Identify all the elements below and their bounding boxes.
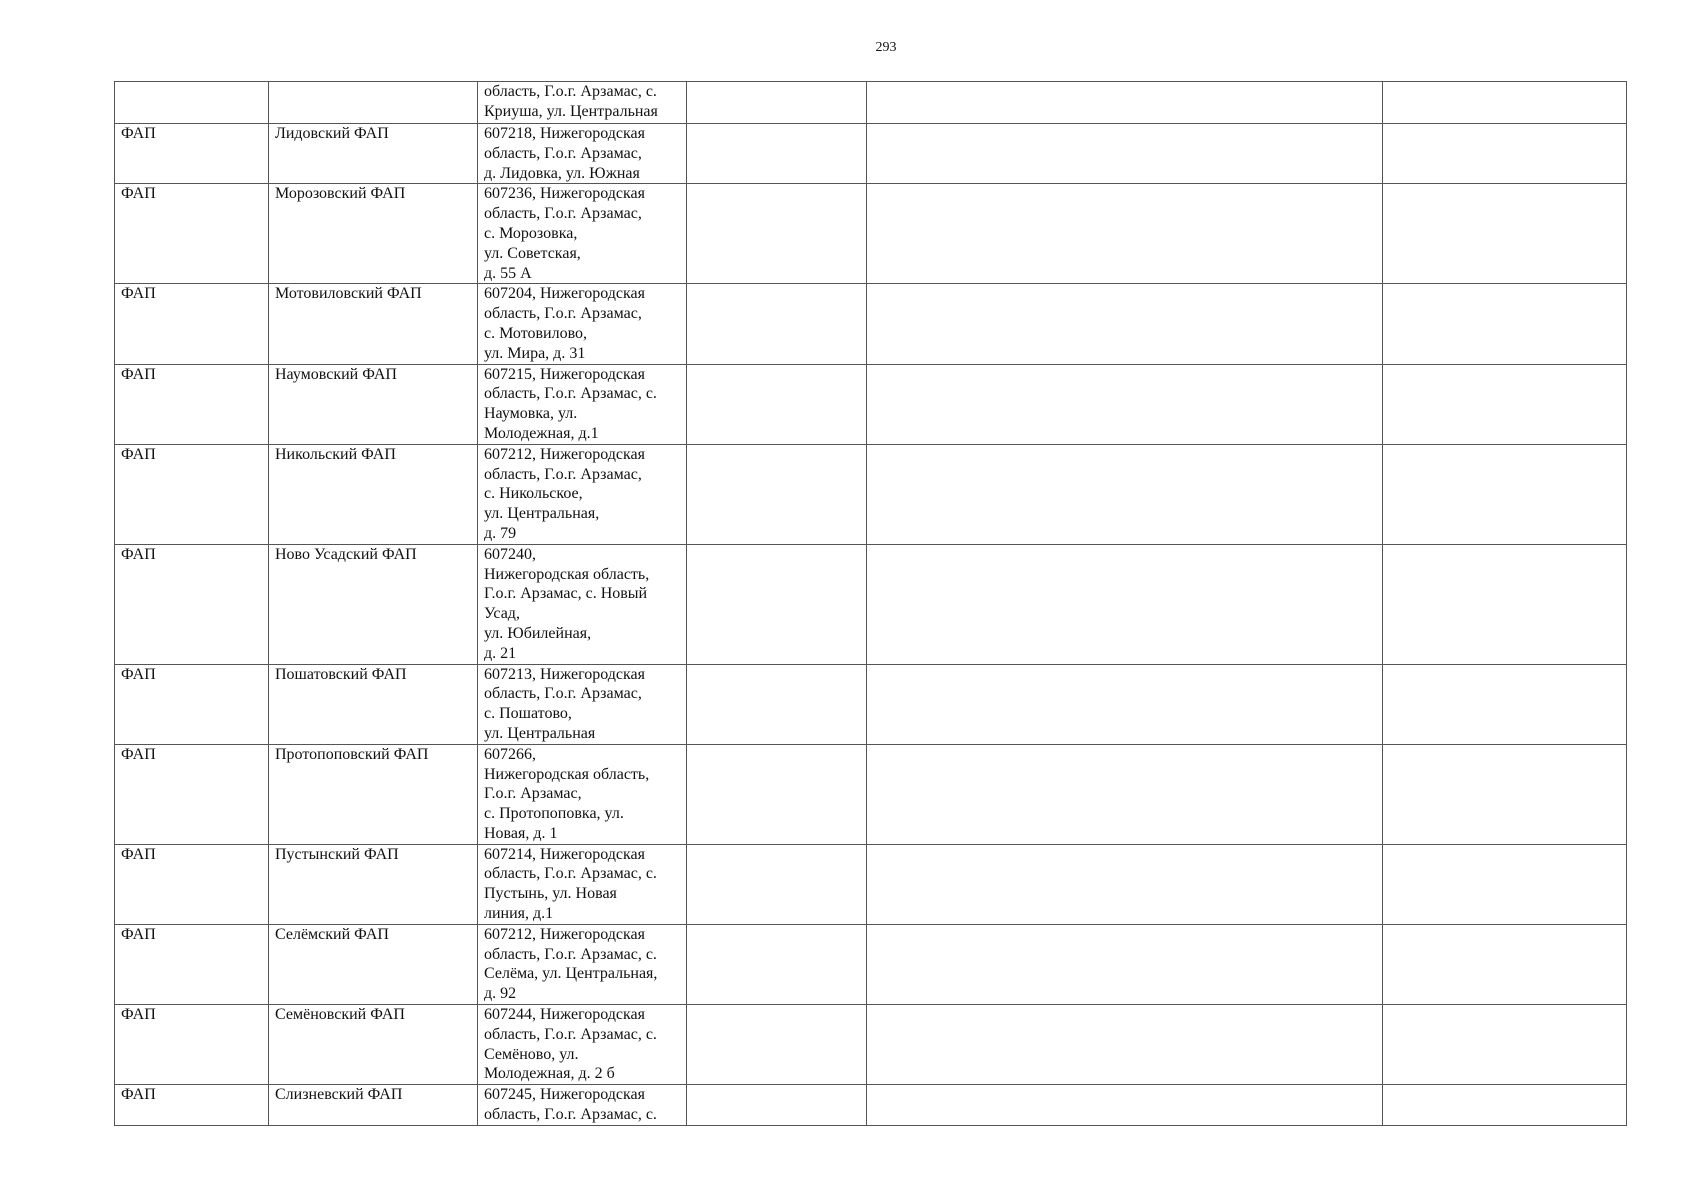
address-line: д. 92	[484, 985, 517, 1003]
empty-cell-6	[1383, 544, 1627, 664]
table-body	[115, 82, 1627, 1126]
facility-name-cell: Ново Усадский ФАП	[269, 544, 478, 664]
table-row	[115, 544, 1627, 664]
address-line: с. Никольское,	[484, 485, 583, 503]
address-line: с. Пошатово,	[484, 705, 572, 723]
address-line: Молодежная, д. 2 б	[484, 1065, 615, 1083]
empty-cell-5	[867, 1085, 1383, 1126]
address-line: ул. Центральная,	[484, 505, 600, 523]
address-line: 607240,	[484, 545, 536, 563]
address-line: с. Морозовка,	[484, 224, 578, 242]
facility-type-cell: ФАП	[115, 924, 269, 1004]
empty-cell-6	[1383, 364, 1627, 444]
address-line: 607245, Нижегородская	[484, 1086, 645, 1104]
facility-name-cell: Пошатовский ФАП	[269, 664, 478, 744]
empty-cell-5	[867, 124, 1383, 184]
address-line: область, Г.о.г. Арзамас,	[484, 305, 642, 323]
address-line: ул. Советская,	[484, 244, 581, 262]
facility-type-cell: ФАП	[115, 124, 269, 184]
address-line: линия, д.1	[484, 905, 554, 923]
empty-cell-4	[687, 284, 867, 364]
facility-type-cell: ФАП	[115, 284, 269, 364]
empty-cell-5	[867, 82, 1383, 124]
address-line: 607204, Нижегородская	[484, 285, 645, 303]
address-line: область, Г.о.г. Арзамас,	[484, 205, 642, 223]
facility-name-cell	[269, 82, 478, 124]
table-row	[115, 124, 1627, 184]
facility-address-cell	[478, 844, 687, 924]
table-row	[115, 1085, 1627, 1126]
address-line: область, Г.о.г. Арзамас,	[484, 685, 642, 703]
empty-cell-5	[867, 1005, 1383, 1085]
empty-cell-4	[687, 1085, 867, 1126]
address-line: Новая, д. 1	[484, 824, 558, 842]
page-number: 293	[875, 40, 897, 55]
address-line: д. 79	[484, 524, 517, 542]
table-row	[115, 444, 1627, 544]
address-line: Усад,	[484, 605, 520, 623]
empty-cell-6	[1383, 844, 1627, 924]
facility-type-cell: ФАП	[115, 1085, 269, 1126]
empty-cell-5	[867, 364, 1383, 444]
empty-cell-4	[687, 844, 867, 924]
address-line: область, Г.о.г. Арзамас, с.	[484, 1106, 657, 1124]
address-line: 607212, Нижегородская	[484, 925, 645, 943]
address-line: Криуша, ул. Центральная	[484, 102, 658, 120]
address-line: Нижегородская область,	[484, 565, 650, 583]
address-line: область, Г.о.г. Арзамас, с.	[484, 385, 657, 403]
facility-address-cell	[478, 124, 687, 184]
empty-cell-6	[1383, 184, 1627, 284]
address-line: д. Лидовка, ул. Южная	[484, 164, 640, 182]
table-row	[115, 184, 1627, 284]
address-line: 607213, Нижегородская	[484, 665, 645, 683]
empty-cell-5	[867, 744, 1383, 844]
empty-cell-6	[1383, 924, 1627, 1004]
facility-type-cell: ФАП	[115, 184, 269, 284]
table-row	[115, 284, 1627, 364]
empty-cell-4	[687, 444, 867, 544]
empty-cell-4	[687, 744, 867, 844]
facility-type-cell: ФАП	[115, 844, 269, 924]
address-line: 607214, Нижегородская	[484, 845, 645, 863]
table-row	[115, 844, 1627, 924]
empty-cell-6	[1383, 1005, 1627, 1085]
address-line: область, Г.о.г. Арзамас, с.	[484, 945, 657, 963]
table-row	[115, 1005, 1627, 1085]
address-line: область, Г.о.г. Арзамас,	[484, 144, 642, 162]
facility-name-cell: Лидовский ФАП	[269, 124, 478, 184]
facility-name-cell: Никольский ФАП	[269, 444, 478, 544]
address-line: д. 21	[484, 644, 517, 662]
empty-cell-6	[1383, 444, 1627, 544]
facility-address-cell	[478, 364, 687, 444]
facility-address-cell	[478, 184, 687, 284]
empty-cell-6	[1383, 82, 1627, 124]
facility-type-cell: ФАП	[115, 364, 269, 444]
empty-cell-5	[867, 544, 1383, 664]
address-line: 607244, Нижегородская	[484, 1006, 645, 1024]
empty-cell-5	[867, 444, 1383, 544]
empty-cell-4	[687, 924, 867, 1004]
address-line: область, Г.о.г. Арзамас, с.	[484, 1025, 657, 1043]
empty-cell-6	[1383, 744, 1627, 844]
address-line: с. Протопоповка, ул.	[484, 805, 624, 823]
empty-cell-4	[687, 544, 867, 664]
address-line: Семёново, ул.	[484, 1045, 579, 1063]
address-line: область, Г.о.г. Арзамас,	[484, 465, 642, 483]
table-row	[115, 924, 1627, 1004]
empty-cell-4	[687, 664, 867, 744]
empty-cell-5	[867, 284, 1383, 364]
facility-type-cell: ФАП	[115, 664, 269, 744]
facility-name-cell: Слизневский ФАП	[269, 1085, 478, 1126]
facility-type-cell: ФАП	[115, 744, 269, 844]
facility-address-cell	[478, 544, 687, 664]
facility-name-cell: Пустынский ФАП	[269, 844, 478, 924]
address-line: 607266,	[484, 745, 536, 763]
empty-cell-4	[687, 1005, 867, 1085]
facility-name-cell: Морозовский ФАП	[269, 184, 478, 284]
facility-address-cell	[478, 924, 687, 1004]
address-line: ул. Центральная	[484, 724, 596, 742]
address-line: 607215, Нижегородская	[484, 365, 645, 383]
empty-cell-6	[1383, 1085, 1627, 1126]
address-line: ул. Мира, д. 31	[484, 344, 586, 362]
address-line: 607236, Нижегородская	[484, 185, 645, 203]
empty-cell-6	[1383, 124, 1627, 184]
empty-cell-4	[687, 124, 867, 184]
facility-name-cell: Селёмский ФАП	[269, 924, 478, 1004]
facility-address-cell	[478, 444, 687, 544]
facility-name-cell: Семёновский ФАП	[269, 1005, 478, 1085]
address-line: Нижегородская область,	[484, 765, 650, 783]
address-line: Молодежная, д.1	[484, 424, 599, 442]
facility-type-cell: ФАП	[115, 1005, 269, 1085]
address-line: Наумовка, ул.	[484, 405, 578, 423]
address-line: ул. Юбилейная,	[484, 624, 592, 642]
facility-table	[114, 81, 1627, 1126]
address-line: 607212, Нижегородская	[484, 445, 645, 463]
address-line: Пустынь, ул. Новая	[484, 885, 617, 903]
address-line: с. Мотовилово,	[484, 324, 588, 342]
facility-address-cell	[478, 664, 687, 744]
table-row	[115, 82, 1627, 124]
facility-name-cell: Протопоповский ФАП	[269, 744, 478, 844]
table-row	[115, 744, 1627, 844]
empty-cell-4	[687, 364, 867, 444]
empty-cell-5	[867, 924, 1383, 1004]
address-line: Селёма, ул. Центральная,	[484, 965, 658, 983]
address-line: область, Г.о.г. Арзамас, с.	[484, 865, 657, 883]
empty-cell-4	[687, 82, 867, 124]
address-line: Г.о.г. Арзамас,	[484, 785, 582, 803]
empty-cell-5	[867, 184, 1383, 284]
address-line: д. 55 А	[484, 264, 532, 282]
empty-cell-5	[867, 664, 1383, 744]
table-row	[115, 364, 1627, 444]
facility-type-cell: ФАП	[115, 444, 269, 544]
empty-cell-6	[1383, 664, 1627, 744]
address-line: Г.о.г. Арзамас, с. Новый	[484, 585, 648, 603]
empty-cell-5	[867, 844, 1383, 924]
facility-address-cell	[478, 744, 687, 844]
empty-cell-6	[1383, 284, 1627, 364]
facility-type-cell: ФАП	[115, 544, 269, 664]
facility-address-cell	[478, 1085, 687, 1126]
facility-address-cell	[478, 284, 687, 364]
facility-address-cell	[478, 1005, 687, 1085]
facility-type-cell	[115, 82, 269, 124]
address-line: область, Г.о.г. Арзамас, с.	[484, 83, 657, 100]
facility-name-cell: Наумовский ФАП	[269, 364, 478, 444]
empty-cell-4	[687, 184, 867, 284]
facility-name-cell: Мотовиловский ФАП	[269, 284, 478, 364]
facility-address-cell	[478, 82, 687, 124]
address-line: 607218, Нижегородская	[484, 125, 645, 142]
table-row	[115, 664, 1627, 744]
